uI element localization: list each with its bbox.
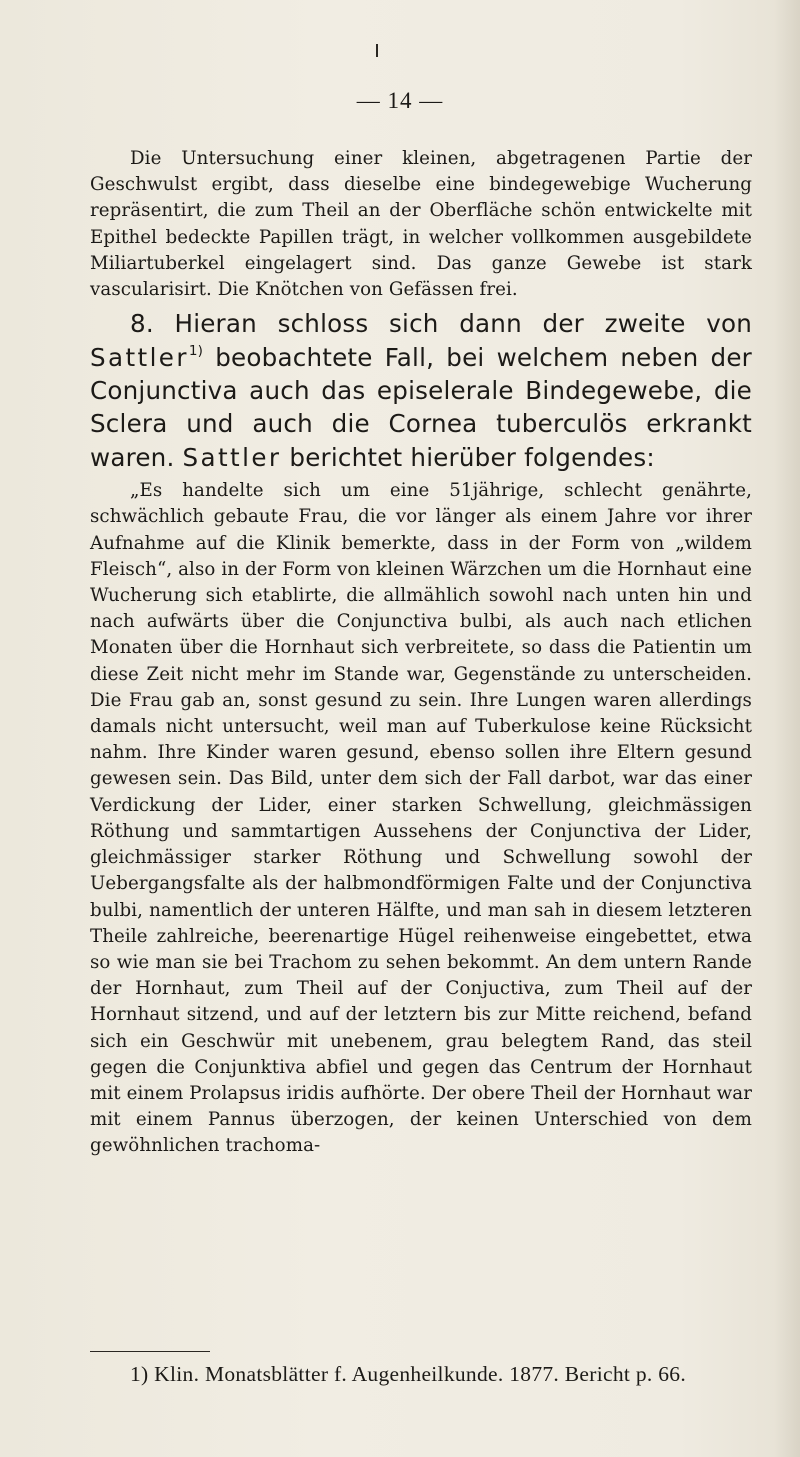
quoted-case-report: „Es handelte sich um eine 51jährige, schlecht genährte, schwächlich gebaute Frau, die vor länger als einem Jahre vor ihrer Aufnahme auf die Klinik bemerkte, dass in der Form von „wildem Fleisch“, also in der Form von kleinen Wärzchen um die Hornhaut eine Wucherung sich etablirte, die allmählich sowohl nach unten hin und nach aufwärts über die Conjunctiva bulbi, als auch nach etlichen Monaten über die Hornhaut sich verbreitete, so dass die Patientin um diese Zeit nicht mehr im Stande war, Gegenstände zu unterscheiden. Die Frau gab an, sonst gesund zu sein. Ihre Lungen waren allerdings damals nicht untersucht, weil man auf Tuberkulose keine Rücksicht nahm. Ihre Kinder waren gesund, ebenso sollen ihre Eltern gesund gewesen sein. Das Bild, unter dem sich der Fall darbot, war das einer Verdickung der Lider, einer starken Schwellung, gleichmässigen Röthung und sammtartigen Aussehens der Conjunctiva der Lider, gleichmässiger starker Röthung und Schwellung sowohl der Uebergangsfalte als der halbmondförmigen Falte und der Conjunctiva bulbi, namentlich der unteren Hälfte, und man sah in diesem letzteren Theile zahlreiche, beerenartige Hügel reihenweise eingebettet, etwa so wie man sie bei Trachom zu sehen bekommt. An dem untern Rande der Hornhaut, zum Theil auf der Conjuctiva, zum Theil auf der Hornhaut sitzend, und auf der letztern bis zur Mitte reichend, befand sich ein Geschwür mit unebenem, grau belegtem Rand, das steil gegen die Conjunktiva abfiel und gegen das Centrum der Hornhaut mit einem Prolapsus iridis aufhörte. Der obere Theil der Hornhaut war mit einem Pannus überzogen, der keinen Unterschied von dem gewöhnlichen trachoma-: [90, 480, 753, 1157]
footnote: 1) Klin. Monatsblätter f. Augenheilkunde. 1877. Bericht p. 66.: [130, 1362, 687, 1386]
section-8-heading-paragraph: [90, 307, 752, 474]
page-edge-shadow: [774, 0, 800, 1457]
section-8-tail: berichtet hierüber folgendes:: [281, 442, 655, 472]
section-8-middle: beobachtete Fall, bei welchem neben der Conjunctiva auch das episelerale Bindegewebe, die Sclera und auch die Cornea tuberculös erkrankt waren.: [90, 342, 752, 472]
author-name-sattler-2: Sattler: [182, 442, 282, 472]
page-number: — 14 —: [356, 88, 444, 113]
footnote-reference: 1): [188, 342, 204, 359]
body-text: [90, 146, 752, 1160]
footnote-divider: [90, 1351, 210, 1352]
section-8-lead: 8. Hieran schloss sich dann der zweite von: [130, 309, 752, 339]
print-mark: [376, 44, 378, 57]
author-name-sattler: Sattler: [90, 342, 189, 372]
paragraph-examination: Die Untersuchung einer kleinen, abgetragenen Partie der Geschwulst ergibt, dass dieselbe eine bindegewebige Wucherung repräsentirt, die zum Theil an der Oberfläche schön entwickelte mit Epithel bedeckte Papillen trägt, in welcher vollkommen ausgebildete Miliartuberkel eingelagert sind. Das ganze Gewebe ist stark vascularisirt. Die Knötchen von Gefässen frei.: [90, 148, 752, 301]
